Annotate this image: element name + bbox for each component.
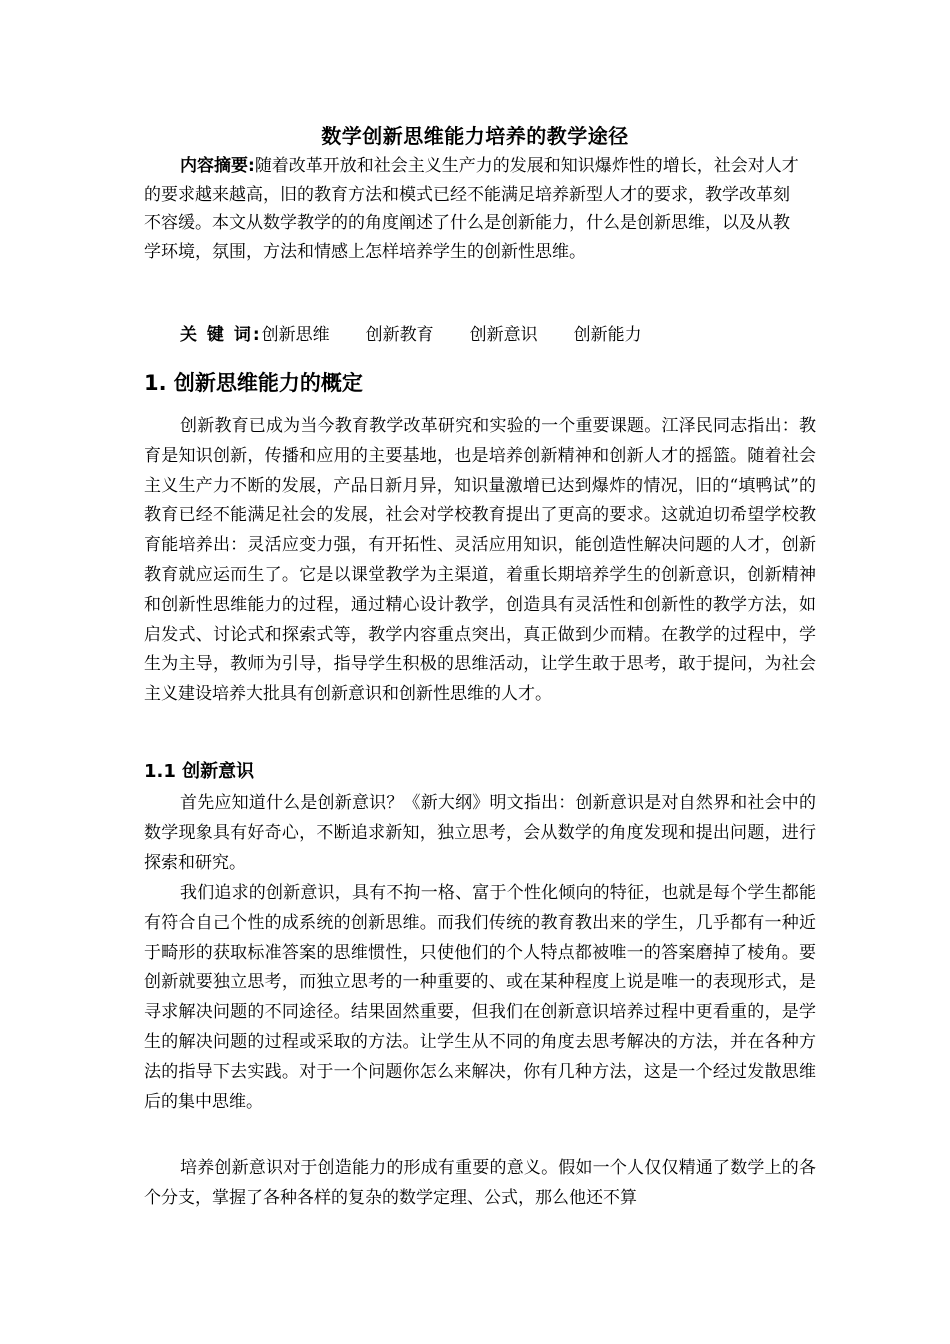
subsection-heading: 1.1 创新意识 xyxy=(144,761,255,782)
section-heading: 1. 创新思维能力的概定 xyxy=(144,371,363,395)
keywords-label: 关 键 词: xyxy=(180,325,262,345)
keyword-item: 创新意识 xyxy=(469,325,538,345)
document-title: 数学创新思维能力培养的教学途径 xyxy=(321,124,629,148)
keywords-line xyxy=(180,322,678,348)
abstract-label: 内容摘要: xyxy=(180,156,255,176)
keyword-item: 创新能力 xyxy=(573,325,642,345)
abstract xyxy=(144,152,804,266)
abstract-text: 随着改革开放和社会主义生产力的发展和知识爆炸性的增长，社会对人才的要求越来越高，旧的教育方法和模式已经不能满足培养新型人才的要求，教学改革刻不容缓。本文从数学教学的的角度阐述了什么是创新能力，什么是创新思维，以及从教学环境，氛围，方法和情感上怎样培养学生的创新性思维。 xyxy=(144,156,799,262)
subsection-paragraph: 我们追求的创新意识，具有不拘一格、富于个性化倾向的特征，也就是每个学生都能有符合自己个性的成系统的创新思维。而我们传统的教育教出来的学生，几乎都有一种近于畸形的获取标准答案的思维惯性，只使他们的个人特点都被唯一的答案磨掉了棱角。要创新就要独立思考，而独立思考的一种重要的、或在某种程度上说是唯一的表现形式，是寻求解决问题的不同途径。结果固然重要，但我们在创新意识培养过程中更看重的，是学生的解决问题的过程或采取的方法。让学生从不同的角度去思考解决的方法，并在各种方法的指导下去实践。对于一个问题你怎么来解决，你有几种方法，这是一个经过发散思维后的集中思维。 xyxy=(144,883,816,1112)
section-paragraph: 创新教育已成为当今教育教学改革研究和实验的一个重要课题。江泽民同志指出：教育是知识创新，传播和应用的主要基地，也是培养创新精神和创新人才的摇篮。随着社会主义生产力不断的发展，产品日新月异，知识量激增已达到爆炸的情况，旧的“填鸭试”的教育已经不能满足社会的发展，社会对学校教育提出了更高的要求。这就迫切希望学校教育能培养出：灵活应变力强，有开拓性、灵活应用知识，能创造性解决问题的人才，创新教育就应运而生了。它是以课堂教学为主渠道，着重长期培养学生的创新意识，创新精神和创新性思维能力的过程，通过精心设计教学，创造具有灵活性和创新性的教学方法，如启发式、讨论式和探索式等，教学内容重点突出，真正做到少而精。在教学的过程中，学生为主导，教师为引导，指导学生积极的思维活动，让学生敢于思考，敢于提问，为社会主义建设培养大批具有创新意识和创新性思维的人才。 xyxy=(144,416,816,705)
subsection-paragraph: 培养创新意识对于创造能力的形成有重要的意义。假如一个人仅仅精通了数学上的各个分支，掌握了各种各样的复杂的数学定理、公式，那么他还不算 xyxy=(144,1158,816,1208)
keyword-item: 创新教育 xyxy=(365,325,434,345)
keyword-item: 创新思维 xyxy=(261,325,330,345)
subsection-paragraph: 首先应知道什么是创新意识？《新大纲》明文指出：创新意识是对自然界和社会中的数学现象具有好奇心，不断追求新知，独立思考，会从数学的角度发现和提出问题，进行探索和研究。 xyxy=(144,793,816,873)
